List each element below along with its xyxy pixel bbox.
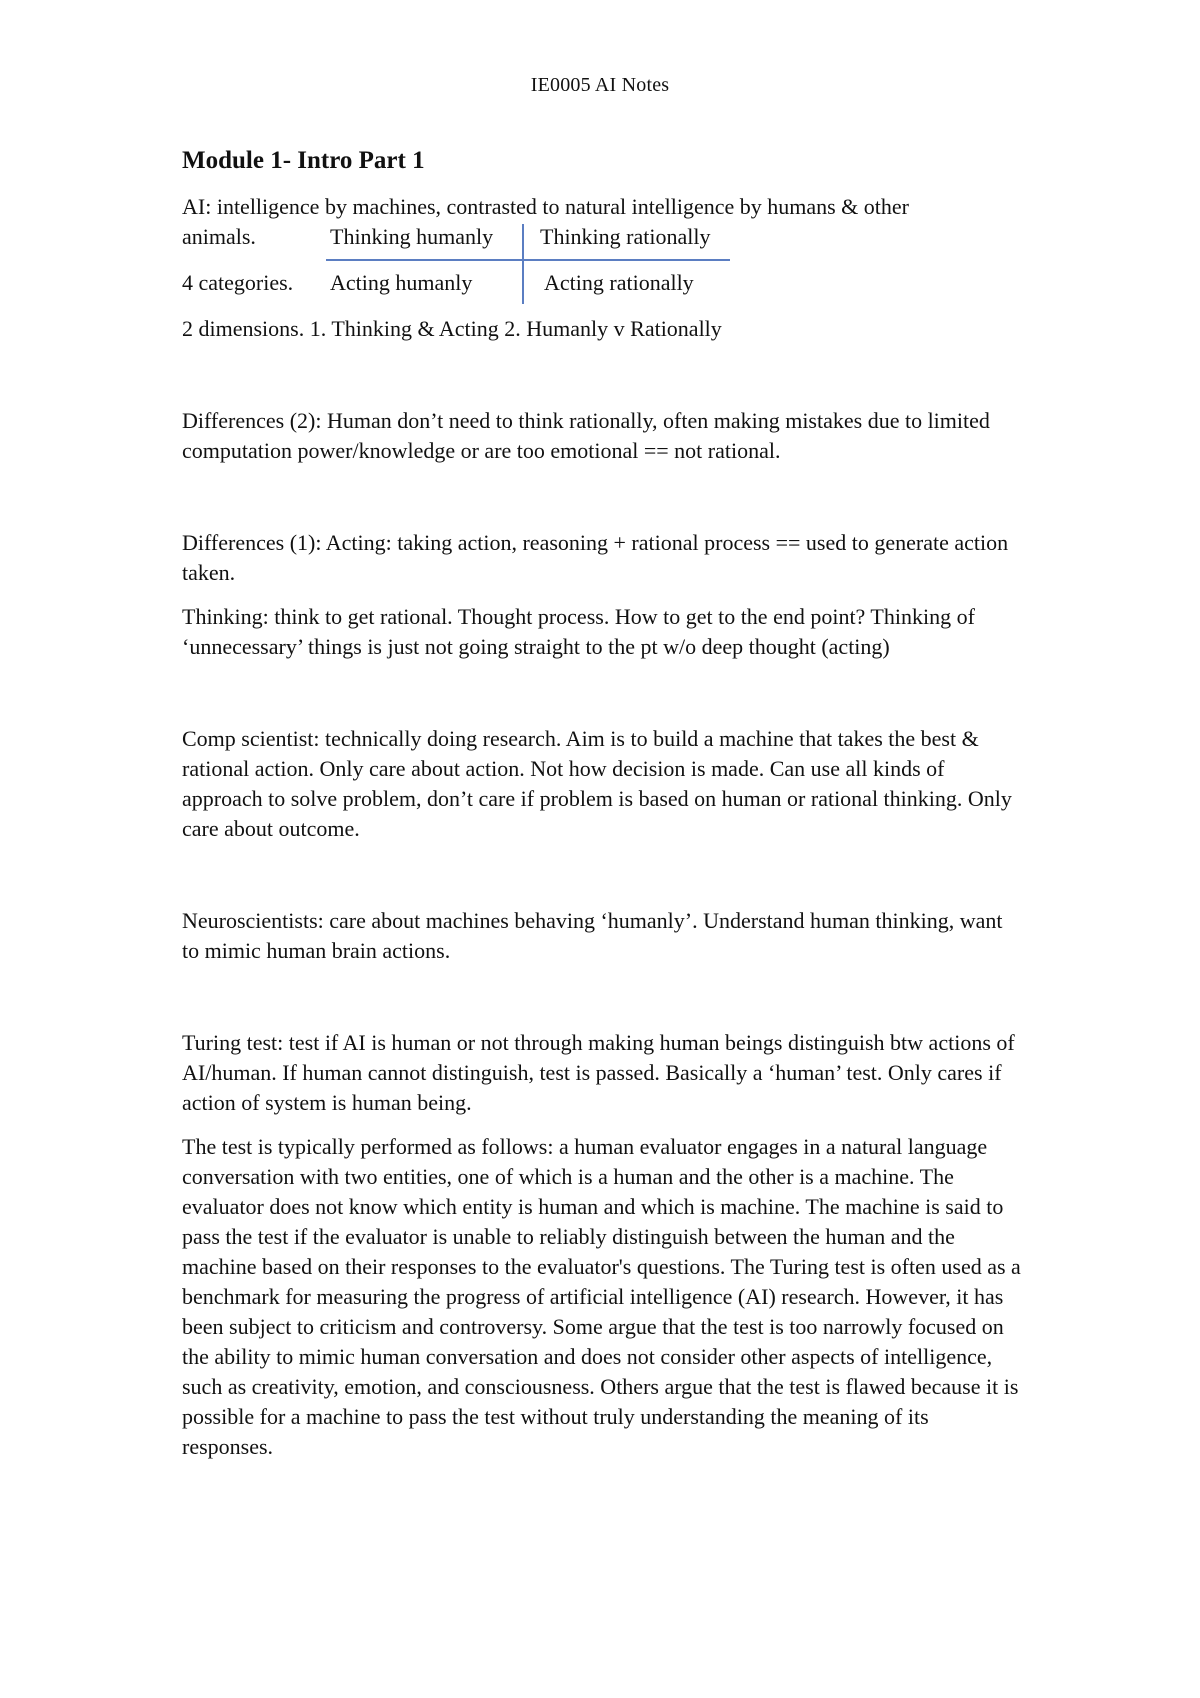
categories-grid xyxy=(182,222,1022,298)
dimensions-paragraph: 2 dimensions. 1. Thinking & Acting 2. Humanly v Rationally xyxy=(182,316,722,341)
category-acting-humanly: Acting humanly xyxy=(330,270,473,295)
grid-vertical-divider xyxy=(522,224,524,304)
neuroscientists-paragraph: Neuroscientists: care about machines behaving ‘humanly’. Understand human thinking, want to mimic human brain actions. xyxy=(182,908,1003,963)
category-thinking-humanly: Thinking humanly xyxy=(330,224,494,249)
grid-horizontal-divider xyxy=(326,259,730,261)
thinking-paragraph: Thinking: think to get rational. Thought process. How to get to the end point? Thinking of ‘unnecessary’ things is just not going straight to the pt w/o deep thought (acting) xyxy=(182,604,975,659)
section-title: Module 1- Intro Part 1 xyxy=(182,147,425,174)
category-acting-rationally: Acting rationally xyxy=(544,270,694,295)
spacer xyxy=(182,358,1022,406)
spacer xyxy=(182,480,1022,528)
category-thinking-rationally: Thinking rationally xyxy=(540,224,711,249)
turing-test-paragraph: Turing test: test if AI is human or not through making human beings distinguish btw actions of AI/human. If human cannot distinguish, test is passed. Basically a ‘human’ test. Only cares if action of system is human being. xyxy=(182,1030,1015,1115)
spacer xyxy=(182,980,1022,1028)
differences-2-paragraph: Differences (2): Human don’t need to think rationally, often making mistakes due to limited computation power/knowledge or are too emotional == not rational. xyxy=(182,408,990,463)
spacer xyxy=(182,676,1022,724)
differences-1-paragraph: Differences (1): Acting: taking action, reasoning + rational process == used to generate action taken. xyxy=(182,530,1009,585)
spacer xyxy=(182,858,1022,906)
page-header: IE0005 AI Notes xyxy=(530,74,670,96)
ai-definition-continuation: animals. xyxy=(182,224,256,249)
ai-definition-line: AI: intelligence by machines, contrasted to natural intelligence by humans & other xyxy=(182,194,909,219)
categories-count-label: 4 categories. xyxy=(182,270,294,295)
turing-test-detail-paragraph: The test is typically performed as follows: a human evaluator engages in a natural language conversation with two entities, one of which is a human and the other is a machine. The evaluator does not know which entity is human and which is machine. The machine is said to pass the test if the evaluator is unable to reliably distinguish between the human and the machine based on their responses to the evaluator's questions. The Turing test is often used as a benchmark for measuring the progress of artificial intelligence (AI) research. However, it has been subject to criticism and controversy. Some argue that the test is too narrowly focused on the ability to mimic human conversation and does not consider other aspects of intelligence, such as creativity, emotion, and consciousness. Others argue that the test is flawed because it is possible for a machine to pass the test without truly understanding the meaning of its responses. xyxy=(182,1134,1021,1459)
document-body xyxy=(182,146,1022,1476)
comp-scientist-paragraph: Comp scientist: technically doing research. Aim is to build a machine that takes the best & rational action. Only care about action. Not how decision is made. Can use all kinds of approach to solve problem, don’t care if problem is based on human or rational thinking. Only care about outcome. xyxy=(182,726,1012,841)
